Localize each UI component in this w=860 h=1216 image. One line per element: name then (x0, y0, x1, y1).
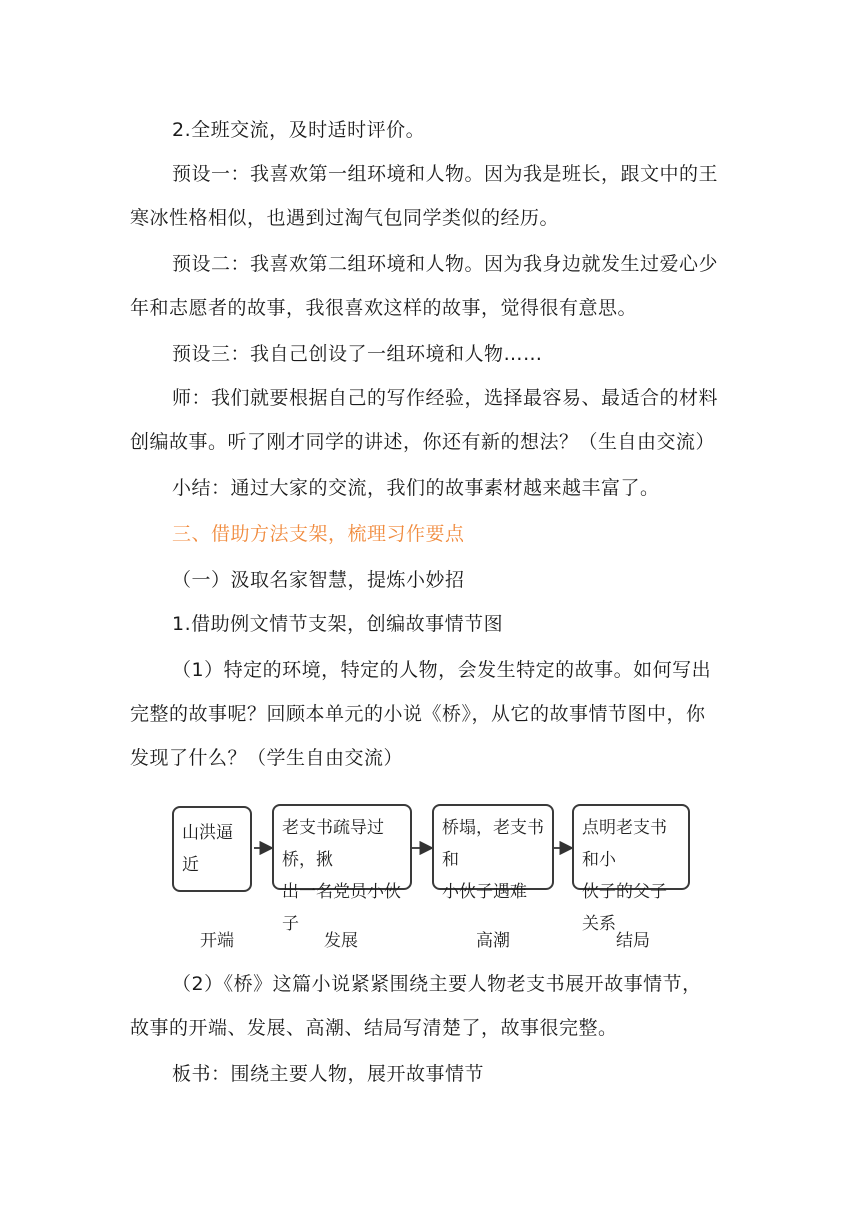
paragraph-preset-two: 预设二：我喜欢第二组环境和人物。因为我身边就发生过爱心少 (172, 253, 719, 275)
stage-label-beginning: 开端 (200, 931, 234, 951)
paragraph-discussion: 2.全班交流，及时适时评价。 (172, 119, 426, 141)
section-heading: 三、借助方法支架，梳理习作要点 (172, 523, 465, 545)
plot-box-development-line2: 出一名党员小伙子 (282, 882, 401, 934)
plot-box-development-line1: 老支书疏导过桥，揪 (282, 818, 384, 870)
plot-diagram (170, 792, 692, 964)
plot-box-beginning (172, 806, 252, 892)
plot-box-beginning-text: 山洪逼近 (182, 823, 233, 875)
paragraph-point-two-cont: 故事的开端、发展、高潮、结局写清楚了，故事很完整。 (130, 1017, 618, 1039)
plot-box-ending-line2: 伙子的父子关系 (582, 882, 667, 934)
plot-box-climax-line2: 小伙子遇难 (442, 882, 527, 902)
paragraph-board-note: 板书：围绕主要人物，展开故事情节 (172, 1063, 485, 1085)
subsection-heading: （一）汲取名家智慧，提炼小妙招 (172, 569, 465, 591)
stage-label-climax: 高潮 (476, 931, 510, 951)
stage-label-ending: 结局 (616, 931, 650, 951)
stage-label-development: 发展 (324, 931, 358, 951)
plot-box-climax-line1: 桥塌，老支书和 (442, 818, 544, 870)
plot-box-ending-line1: 点明老支书和小 (582, 818, 667, 870)
plot-box-development (272, 804, 412, 934)
paragraph-point-one-end: 发现了什么？（学生自由交流） (130, 747, 404, 769)
paragraph-point-one-cont: 完整的故事呢？回顾本单元的小说《桥》，从它的故事情节图中，你 (130, 703, 706, 725)
paragraph-point-one: （1）特定的环境，特定的人物，会发生特定的故事。如何写出 (172, 659, 712, 681)
plot-box-ending (572, 804, 690, 934)
paragraph-teacher: 师：我们就要根据自己的写作经验，选择最容易、最适合的材料 (172, 387, 719, 409)
paragraph-teacher-cont: 创编故事。听了刚才同学的讲述，你还有新的想法？（生自由交流） (130, 431, 716, 453)
paragraph-point-two: （2）《桥》这篇小说紧紧围绕主要人物老支书展开故事情节， (172, 973, 702, 995)
paragraph-summary: 小结：通过大家的交流，我们的故事素材越来越丰富了。 (172, 477, 660, 499)
paragraph-step-one: 1.借助例文情节支架，创编故事情节图 (172, 613, 504, 635)
paragraph-preset-three: 预设三：我自己创设了一组环境和人物…… (172, 343, 543, 365)
paragraph-preset-two-cont: 年和志愿者的故事，我很喜欢这样的故事，觉得很有意思。 (130, 297, 638, 319)
paragraph-preset-one-cont: 寒冰性格相似，也遇到过淘气包同学类似的经历。 (130, 207, 560, 229)
paragraph-preset-one: 预设一：我喜欢第一组环境和人物。因为我是班长，跟文中的王 (172, 163, 719, 185)
plot-box-climax (432, 804, 554, 902)
